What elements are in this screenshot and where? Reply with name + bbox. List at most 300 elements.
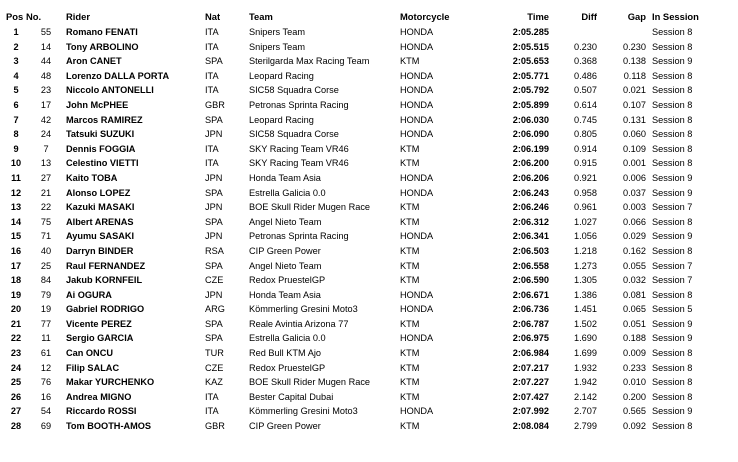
cell-diff: 2.799	[574, 421, 597, 432]
cell-pos: 8	[13, 129, 19, 140]
cell-rider: Gabriel RODRIGO	[66, 304, 145, 315]
cell-nat: ITA	[205, 27, 219, 37]
cell-number: 13	[40, 158, 52, 169]
cell-number: 42	[40, 114, 52, 125]
cell-nat: SPA	[205, 260, 223, 271]
cell-rider: Sergio GARCIA	[66, 333, 134, 344]
cell-time: 2:06.503	[512, 245, 549, 256]
cell-gap: 0.051	[623, 318, 646, 329]
cell-team: Petronas Sprinta Racing	[249, 231, 349, 242]
cell-number: 55	[40, 27, 52, 37]
cell-team: Reale Avintia Arizona 77	[249, 318, 349, 329]
cell-motorcycle: KTM	[400, 362, 420, 373]
table-row	[6, 215, 734, 230]
cell-time: 2:06.030	[512, 114, 549, 125]
cell-diff: 1.451	[574, 304, 597, 315]
cell-diff: 2.707	[574, 406, 597, 417]
cell-diff: 0.486	[574, 70, 597, 81]
cell-motorcycle: HONDA	[400, 99, 434, 110]
cell-time: 2:05.899	[512, 99, 549, 110]
cell-time: 2:06.975	[512, 333, 549, 344]
cell-pos: 3	[13, 56, 19, 67]
header-number: No.	[26, 11, 42, 22]
table-row	[6, 229, 734, 244]
cell-team: Honda Team Asia	[249, 172, 321, 183]
cell-gap: 0.138	[623, 56, 646, 67]
cell-diff: 0.915	[574, 158, 597, 169]
cell-number: 79	[40, 289, 52, 300]
cell-in-session: Session 9	[652, 333, 693, 344]
cell-number: 22	[40, 202, 52, 213]
table-row	[6, 156, 734, 171]
cell-number: 17	[40, 99, 52, 110]
cell-in-session: Session 8	[652, 245, 693, 256]
cell-motorcycle: HONDA	[400, 406, 434, 417]
cell-motorcycle: KTM	[400, 391, 420, 402]
cell-nat: SPA	[205, 187, 223, 198]
cell-in-session: Session 8	[652, 289, 693, 300]
cell-rider: Dennis FOGGIA	[66, 143, 136, 154]
cell-diff: 0.805	[574, 129, 597, 140]
cell-motorcycle: KTM	[400, 348, 420, 359]
cell-number: 48	[40, 70, 52, 81]
cell-number: 75	[40, 216, 52, 227]
table-row	[6, 331, 734, 346]
cell-in-session: Session 8	[652, 27, 693, 37]
cell-diff: 0.507	[574, 85, 597, 96]
cell-nat: JPN	[205, 129, 223, 140]
cell-rider: Vicente PEREZ	[66, 318, 132, 329]
cell-team: Estrella Galicia 0.0	[249, 333, 326, 344]
cell-pos: 11	[11, 172, 21, 183]
cell-gap: 0.001	[623, 158, 646, 169]
cell-gap: 0.230	[623, 41, 646, 52]
cell-diff	[549, 25, 597, 40]
cell-number: 69	[40, 421, 52, 432]
results-table-body	[6, 25, 734, 434]
cell-in-session: Session 8	[652, 391, 693, 402]
cell-diff: 0.914	[574, 143, 597, 154]
cell-number: 44	[40, 56, 52, 67]
cell-time: 2:06.200	[512, 158, 549, 169]
cell-motorcycle: HONDA	[400, 85, 434, 96]
cell-team: Red Bull KTM Ajo	[249, 348, 321, 359]
cell-number: 12	[40, 362, 52, 373]
cell-number: 40	[40, 245, 52, 256]
table-row	[6, 186, 734, 201]
cell-diff: 1.027	[574, 216, 597, 227]
cell-time: 2:07.227	[512, 377, 549, 388]
cell-number: 19	[40, 304, 52, 315]
cell-pos: 13	[10, 202, 22, 213]
cell-pos: 23	[10, 348, 22, 359]
cell-rider: Can ONCU	[66, 348, 113, 359]
cell-gap: 0.066	[623, 216, 646, 227]
cell-team: SIC58 Squadra Corse	[249, 129, 339, 140]
cell-number: 24	[40, 129, 52, 140]
cell-nat: GBR	[205, 421, 225, 432]
cell-time: 2:06.787	[512, 318, 549, 329]
cell-time: 2:05.515	[512, 41, 549, 52]
table-row	[6, 419, 734, 434]
cell-team: Leopard Racing	[249, 114, 314, 125]
cell-gap: 0.107	[623, 99, 646, 110]
cell-rider: Romano FENATI	[66, 27, 138, 37]
cell-number: 25	[40, 260, 52, 271]
cell-number: 16	[40, 391, 52, 402]
cell-rider: Darryn BINDER	[66, 245, 134, 256]
cell-pos: 7	[13, 114, 19, 125]
cell-pos: 25	[10, 377, 22, 388]
cell-number: 23	[40, 85, 52, 96]
cell-gap: 0.188	[623, 333, 646, 344]
cell-diff: 1.690	[574, 333, 597, 344]
cell-time: 2:06.671	[512, 289, 549, 300]
cell-rider: Ayumu SASAKI	[66, 231, 135, 242]
cell-rider: Makar YURCHENKO	[66, 377, 155, 388]
cell-gap: 0.118	[623, 70, 646, 81]
cell-time: 2:06.312	[512, 216, 549, 227]
cell-nat: SPA	[205, 333, 223, 344]
cell-pos: 6	[13, 99, 19, 110]
cell-rider: Riccardo ROSSI	[66, 406, 137, 417]
cell-rider: Tom BOOTH-AMOS	[66, 421, 152, 432]
cell-time: 2:06.206	[512, 172, 549, 183]
table-row	[6, 375, 734, 390]
cell-nat: SPA	[205, 216, 223, 227]
cell-in-session: Session 8	[652, 70, 693, 81]
cell-gap: 0.233	[623, 362, 646, 373]
cell-nat: KAZ	[205, 377, 223, 388]
cell-pos: 26	[10, 391, 22, 402]
cell-team: Snipers Team	[249, 27, 306, 37]
cell-team: BOE Skull Rider Mugen Race	[249, 202, 371, 213]
cell-in-session: Session 9	[652, 231, 693, 242]
cell-in-session: Session 8	[652, 421, 693, 432]
cell-gap: 0.565	[623, 406, 646, 417]
cell-diff: 1.942	[574, 377, 597, 388]
cell-number: 27	[40, 172, 52, 183]
cell-diff: 1.386	[574, 289, 597, 300]
cell-time: 2:06.199	[512, 143, 549, 154]
table-row	[6, 98, 734, 113]
cell-motorcycle: HONDA	[400, 304, 434, 315]
header-row	[6, 9, 734, 25]
cell-diff: 1.218	[574, 245, 597, 256]
cell-time: 2:05.653	[512, 56, 549, 67]
cell-time: 2:06.243	[512, 187, 549, 198]
cell-nat: JPN	[205, 289, 223, 300]
cell-in-session: Session 8	[652, 216, 693, 227]
cell-rider: Niccolo ANTONELLI	[66, 85, 154, 96]
cell-nat: SPA	[205, 56, 223, 67]
cell-team: CIP Green Power	[249, 421, 321, 432]
cell-nat: SPA	[205, 114, 223, 125]
cell-motorcycle: KTM	[400, 216, 420, 227]
cell-nat: ITA	[205, 70, 219, 81]
cell-in-session: Session 9	[652, 172, 693, 183]
cell-nat: CZE	[205, 362, 224, 373]
cell-in-session: Session 8	[652, 158, 693, 169]
cell-time: 2:06.984	[512, 348, 549, 359]
cell-in-session: Session 7	[652, 202, 693, 213]
header-diff: Diff	[581, 11, 597, 22]
cell-diff: 1.699	[574, 348, 597, 359]
cell-number: 7	[43, 143, 49, 154]
cell-gap	[597, 25, 646, 40]
cell-rider: Albert ARENAS	[66, 216, 134, 227]
cell-pos: 16	[10, 245, 22, 256]
cell-motorcycle: HONDA	[400, 41, 434, 52]
cell-gap: 0.060	[623, 129, 646, 140]
cell-team: Honda Team Asia	[249, 289, 321, 300]
cell-diff: 1.305	[574, 275, 597, 286]
table-row	[6, 40, 734, 55]
cell-gap: 0.109	[623, 143, 646, 154]
cell-pos: 2	[13, 41, 19, 52]
cell-motorcycle: HONDA	[400, 231, 434, 242]
cell-pos: 9	[13, 143, 19, 154]
cell-motorcycle: KTM	[400, 377, 420, 388]
cell-gap: 0.200	[623, 391, 646, 402]
cell-gap: 0.037	[623, 187, 646, 198]
table-row	[6, 25, 734, 40]
cell-rider: Raul FERNANDEZ	[66, 260, 146, 271]
cell-rider: Jakub KORNFEIL	[66, 275, 143, 286]
cell-in-session: Session 9	[652, 318, 693, 329]
cell-diff: 1.932	[574, 362, 597, 373]
cell-pos: 27	[10, 406, 22, 417]
cell-team: BOE Skull Rider Mugen Race	[249, 377, 371, 388]
cell-team: Leopard Racing	[249, 70, 314, 81]
cell-rider: Marcos RAMIREZ	[66, 114, 143, 125]
cell-in-session: Session 7	[652, 260, 693, 271]
cell-time: 2:06.341	[512, 231, 549, 242]
cell-motorcycle: KTM	[400, 202, 420, 213]
cell-nat: JPN	[205, 202, 223, 213]
cell-team: Bester Capital Dubai	[249, 391, 334, 402]
cell-motorcycle: KTM	[400, 318, 420, 329]
cell-diff: 0.368	[574, 56, 597, 67]
cell-motorcycle: HONDA	[400, 70, 434, 81]
cell-motorcycle: KTM	[400, 260, 420, 271]
cell-time: 2:05.792	[512, 85, 549, 96]
cell-pos: 10	[10, 158, 22, 169]
table-row	[6, 288, 734, 303]
table-row	[6, 113, 734, 128]
cell-motorcycle: KTM	[400, 275, 420, 286]
cell-nat: JPN	[205, 231, 223, 242]
cell-number: 71	[40, 231, 52, 242]
cell-team: Angel Nieto Team	[249, 260, 322, 271]
results-table	[6, 9, 734, 434]
table-row	[6, 69, 734, 84]
cell-in-session: Session 8	[652, 85, 693, 96]
cell-motorcycle: KTM	[400, 56, 420, 67]
cell-pos: 18	[10, 275, 22, 286]
cell-in-session: Session 8	[652, 114, 693, 125]
cell-pos: 1	[13, 27, 19, 37]
cell-in-session: Session 9	[652, 187, 693, 198]
table-row	[6, 390, 734, 405]
cell-in-session: Session 9	[652, 56, 693, 67]
cell-gap: 0.092	[623, 421, 646, 432]
cell-in-session: Session 5	[652, 304, 693, 315]
cell-in-session: Session 8	[652, 362, 693, 373]
cell-gap: 0.065	[623, 304, 646, 315]
cell-motorcycle: KTM	[400, 245, 420, 256]
cell-rider: Lorenzo DALLA PORTA	[66, 70, 170, 81]
cell-pos: 28	[10, 421, 22, 432]
cell-time: 2:06.590	[512, 275, 549, 286]
cell-team: Angel Nieto Team	[249, 216, 322, 227]
cell-pos: 12	[10, 187, 22, 198]
header-team: Team	[249, 11, 273, 22]
cell-motorcycle: HONDA	[400, 333, 434, 344]
cell-motorcycle: HONDA	[400, 172, 434, 183]
cell-in-session: Session 8	[652, 99, 693, 110]
cell-diff: 1.502	[574, 318, 597, 329]
cell-nat: ITA	[205, 41, 219, 52]
cell-diff: 0.230	[574, 41, 597, 52]
cell-gap: 0.032	[623, 275, 646, 286]
table-row	[6, 54, 734, 69]
cell-rider: John McPHEE	[66, 99, 129, 110]
cell-motorcycle: HONDA	[400, 27, 434, 37]
cell-time: 2:06.558	[512, 260, 549, 271]
table-row	[6, 200, 734, 215]
header-rider: Rider	[66, 11, 90, 22]
cell-gap: 0.009	[623, 348, 646, 359]
table-row	[6, 273, 734, 288]
cell-time: 2:05.285	[512, 27, 549, 37]
cell-rider: Ai OGURA	[66, 289, 112, 300]
cell-in-session: Session 8	[652, 348, 693, 359]
cell-diff: 0.614	[574, 99, 597, 110]
cell-number: 76	[40, 377, 52, 388]
header-gap: Gap	[627, 11, 646, 22]
cell-gap: 0.010	[623, 377, 646, 388]
cell-nat: ITA	[205, 158, 219, 169]
cell-nat: ITA	[205, 391, 219, 402]
cell-gap: 0.162	[623, 245, 646, 256]
cell-time: 2:06.736	[512, 304, 549, 315]
cell-time: 2:06.090	[512, 129, 549, 140]
cell-diff: 0.961	[574, 202, 597, 213]
cell-rider: Filip SALAC	[66, 362, 120, 373]
cell-team: Estrella Galicia 0.0	[249, 187, 326, 198]
table-row	[6, 259, 734, 274]
table-row	[6, 244, 734, 259]
header-nat: Nat	[205, 11, 221, 22]
cell-rider: Tony ARBOLINO	[66, 41, 139, 52]
cell-time: 2:07.217	[512, 362, 549, 373]
cell-gap: 0.131	[623, 114, 646, 125]
cell-team: Snipers Team	[249, 41, 306, 52]
cell-pos: 4	[13, 70, 19, 81]
cell-pos: 19	[10, 289, 22, 300]
table-row	[6, 361, 734, 376]
cell-diff: 2.142	[574, 391, 597, 402]
table-row	[6, 171, 734, 186]
cell-rider: Kaito TOBA	[66, 172, 118, 183]
cell-pos: 20	[10, 304, 22, 315]
cell-motorcycle: HONDA	[400, 129, 434, 140]
cell-in-session: Session 9	[652, 406, 693, 417]
cell-nat: ITA	[205, 406, 219, 417]
cell-pos: 5	[13, 85, 19, 96]
cell-gap: 0.003	[623, 202, 646, 213]
cell-nat: JPN	[205, 172, 223, 183]
cell-in-session: Session 8	[652, 129, 693, 140]
cell-number: 54	[40, 406, 52, 417]
cell-number: 61	[40, 348, 52, 359]
cell-gap: 0.055	[623, 260, 646, 271]
cell-diff: 1.056	[574, 231, 597, 242]
cell-motorcycle: HONDA	[400, 114, 434, 125]
cell-motorcycle: HONDA	[400, 289, 434, 300]
cell-nat: RSA	[205, 245, 224, 256]
cell-motorcycle: KTM	[400, 143, 420, 154]
cell-diff: 0.745	[574, 114, 597, 125]
cell-gap: 0.029	[623, 231, 646, 242]
cell-gap: 0.006	[623, 172, 646, 183]
cell-team: Redox PruestelGP	[249, 362, 326, 373]
header-time: Time	[527, 11, 549, 22]
cell-team: SKY Racing Team VR46	[249, 143, 349, 154]
results-table-header	[6, 9, 734, 25]
cell-nat: ITA	[205, 85, 219, 96]
header-motorcycle: Motorcycle	[400, 11, 450, 22]
table-row	[6, 404, 734, 419]
cell-number: 11	[41, 333, 51, 344]
cell-nat: SPA	[205, 318, 223, 329]
cell-team: CIP Green Power	[249, 245, 321, 256]
cell-time: 2:07.427	[512, 391, 549, 402]
cell-nat: GBR	[205, 99, 225, 110]
cell-pos: 17	[10, 260, 22, 271]
cell-team: SIC58 Squadra Corse	[249, 85, 339, 96]
cell-motorcycle: HONDA	[400, 187, 434, 198]
cell-nat: ARG	[205, 304, 225, 315]
cell-diff: 1.273	[574, 260, 597, 271]
cell-in-session: Session 8	[652, 377, 693, 388]
table-row	[6, 83, 734, 98]
cell-rider: Andrea MIGNO	[66, 391, 132, 402]
cell-in-session: Session 7	[652, 275, 693, 286]
table-row	[6, 346, 734, 361]
cell-team: Kömmerling Gresini Moto3	[249, 406, 358, 417]
cell-team: Kömmerling Gresini Moto3	[249, 304, 358, 315]
cell-number: 14	[40, 41, 52, 52]
cell-pos: 22	[10, 333, 22, 344]
table-row	[6, 302, 734, 317]
header-pos: Pos	[6, 11, 24, 22]
cell-nat: ITA	[205, 143, 219, 154]
table-row	[6, 317, 734, 332]
cell-number: 77	[40, 318, 52, 329]
cell-pos: 21	[10, 318, 22, 329]
cell-nat: TUR	[205, 348, 224, 359]
cell-number: 21	[40, 187, 52, 198]
cell-time: 2:07.992	[512, 406, 549, 417]
cell-number: 84	[40, 275, 52, 286]
cell-team: SKY Racing Team VR46	[249, 158, 349, 169]
cell-team: Sterilgarda Max Racing Team	[249, 56, 370, 67]
table-row	[6, 142, 734, 157]
cell-time: 2:05.771	[512, 70, 549, 81]
cell-rider: Celestino VIETTI	[66, 158, 139, 169]
